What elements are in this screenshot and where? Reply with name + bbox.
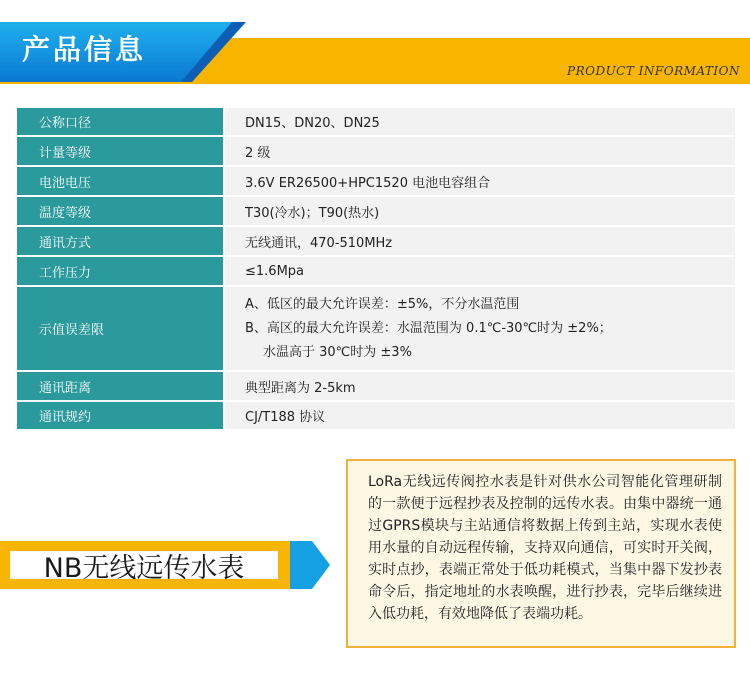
spec-table	[17, 108, 735, 431]
spec-label: 通讯规约	[17, 402, 223, 429]
page-title: 产品信息	[22, 33, 147, 66]
spec-label: 通讯方式	[17, 227, 223, 255]
spec-label: 电池电压	[17, 167, 223, 195]
page-subtitle: PRODUCT INFORMATION	[567, 64, 740, 78]
spec-value: DN15、DN20、DN25	[225, 108, 735, 135]
spec-value: 无线通讯，470-510MHz	[225, 227, 735, 255]
spec-value-line: A、低区的最大允许误差：±5%，不分水温范围	[245, 296, 520, 312]
spec-row-error-limit	[17, 287, 735, 370]
spec-value: 典型距离为 2-5km	[225, 372, 735, 400]
product-name: NB无线远传水表	[43, 552, 245, 584]
spec-label: 示值误差限	[17, 287, 223, 370]
spec-value: 2 级	[225, 137, 735, 165]
spec-row-battery-voltage	[17, 167, 735, 195]
spec-label: 通讯距离	[17, 372, 223, 400]
spec-value-line: B、高区的最大允许误差：水温范围为 0.1℃-30℃时为 ±2%；	[245, 320, 612, 336]
spec-row-nominal-diameter	[17, 108, 735, 135]
spec-label: 工作压力	[17, 257, 223, 285]
spec-value: ≤1.6Mpa	[225, 257, 735, 285]
spec-row-accuracy-class	[17, 137, 735, 165]
spec-value: CJ/T188 协议	[225, 402, 735, 429]
spec-value	[225, 287, 735, 370]
spec-row-temperature-class	[17, 197, 735, 225]
spec-value: 3.6V ER26500+HPC1520 电池电容组合	[225, 167, 735, 195]
spec-row-working-pressure	[17, 257, 735, 285]
spec-row-communication	[17, 227, 735, 255]
product-description: LoRa无线远传阀控水表是针对供水公司智能化管理研制的一款便于远程抄表及控制的远传水表。由集中器统一通过GPRS模块与主站通信将数据上传到主站，实现水表使用水量的自动远程传输，支持双向通信，可实时开关阀，实时点抄，表端正常处于低功耗模式，当集中器下发抄表命令后，指定地址的水表唤醒，进行抄表，完毕后继续进入低功耗，有效地降低了表端功耗。	[346, 459, 736, 648]
spec-value: T30(冷水)；T90(热水)	[225, 197, 735, 225]
spec-value-line: 水温高于 30℃时为 ±3%	[263, 344, 412, 360]
spec-row-communication-distance	[17, 372, 735, 400]
arrow-tab-icon	[290, 541, 330, 589]
spec-row-protocol	[17, 402, 735, 429]
spec-label: 计量等级	[17, 137, 223, 165]
spec-label: 公称口径	[17, 108, 223, 135]
spec-label: 温度等级	[17, 197, 223, 225]
